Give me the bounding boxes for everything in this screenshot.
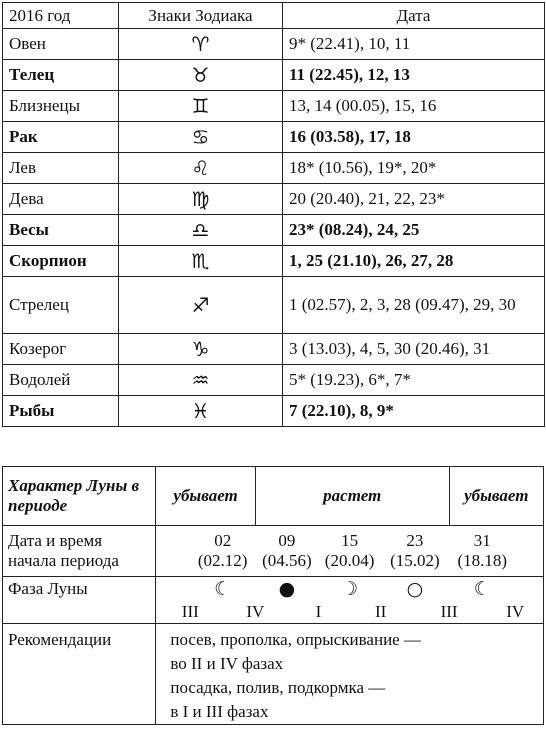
sign-dates: 1 (02.57), 2, 3, 28 (09.47), 29, 30 [283,277,545,334]
full-moon-icon: ○ [381,577,449,602]
aquarius-icon: ♒︎ [119,365,283,396]
sign-name: Козерог [3,334,119,365]
period-day-3: 15 [341,531,359,550]
moon-date-row [3,526,544,577]
zodiac-row [3,91,545,122]
moon-date-label: Дата и время начала периода [3,526,156,577]
sign-dates: 5* (19.23), 6*, 7* [283,365,545,396]
dates-header: Дата [283,3,545,29]
zodiac-row [3,246,545,277]
zodiac-row [3,277,545,334]
sign-name: Рак [3,122,119,153]
zodiac-row [3,29,545,60]
sign-dates: 18* (10.56), 19*, 20* [283,153,545,184]
zodiac-table [2,2,545,427]
zodiac-row [3,60,545,91]
aries-icon: ♈︎ [119,29,283,60]
waning-crescent-icon: ☾ [449,577,515,602]
recommendation-line: посадка, полив, подкормка — [170,678,386,697]
moon-character-row [3,467,544,526]
zodiac-row [3,184,545,215]
sign-dates: 11 (22.45), 12, 13 [283,60,545,91]
taurus-icon: ♉︎ [119,60,283,91]
waxing-crescent-icon: ☽ [319,577,381,602]
phase-numeral-6: IV [487,601,543,624]
moon-character-label: Характер Луны в периоде [3,467,156,526]
virgo-icon: ♍︎ [119,184,283,215]
period-day-1: 02 [214,531,232,550]
period-day-2: 09 [278,531,296,550]
period-time-5: (18.18) [457,551,508,570]
phase-numeral-4: II [351,601,411,624]
sign-name: Стрелец [3,277,119,334]
sign-name: Дева [3,184,119,215]
sign-name: Скорпион [3,246,119,277]
cancer-icon: ♋︎ [119,122,283,153]
year-header: 2016 год [3,3,119,29]
new-moon-icon: ● [255,577,318,602]
phase-numeral-1: III [156,601,224,624]
zodiac-header-row [3,3,545,29]
period-time-2: (04.56) [262,551,312,570]
sign-dates: 7 (22.10), 8, 9* [283,396,545,427]
sign-dates: 23* (08.24), 24, 25 [283,215,545,246]
phase-numeral-2: IV [224,601,286,624]
sign-name: Весы [3,215,119,246]
zodiac-row [3,215,545,246]
sign-name: Овен [3,29,119,60]
period-time-3: (20.04) [324,551,375,570]
moon-phase-label: Фаза Луны [3,577,156,624]
period-date-2 [255,526,318,577]
zodiac-row [3,365,545,396]
libra-icon: ♎︎ [119,215,283,246]
recommendations-text [156,624,544,725]
trend-waning-1: убывает [156,467,255,526]
zodiac-row [3,334,545,365]
sign-dates: 3 (13.03), 4, 5, 30 (20.46), 31 [283,334,545,365]
zodiac-row [3,153,545,184]
sign-dates: 13, 14 (00.05), 15, 16 [283,91,545,122]
sagittarius-icon: ♐︎ [119,277,283,334]
leo-icon: ♌︎ [119,153,283,184]
trend-waning-2: убывает [449,467,543,526]
sign-dates: 9* (22.41), 10, 11 [283,29,545,60]
trend-waxing: растет [255,467,449,526]
sign-dates: 20 (20.40), 21, 22, 23* [283,184,545,215]
moon-table [2,466,544,725]
period-date-3 [319,526,381,577]
capricorn-icon: ♑︎ [119,334,283,365]
period-date-5 [449,526,515,577]
recommendation-line: посев, прополка, опрыскивание — [170,630,421,649]
recommendations-label: Рекомендации [3,624,156,725]
signs-header: Знаки Зодиака [119,3,283,29]
scorpio-icon: ♏︎ [119,246,283,277]
period-date-4 [381,526,449,577]
moon-phase-row [3,577,544,602]
period-date-1 [190,526,255,577]
zodiac-row [3,122,545,153]
sign-name: Телец [3,60,119,91]
sign-name: Лев [3,153,119,184]
gemini-icon: ♊︎ [119,91,283,122]
moon-recommendation-row [3,624,544,725]
sign-name: Рыбы [3,396,119,427]
sign-name: Близнецы [3,91,119,122]
sign-dates: 16 (03.58), 17, 18 [283,122,545,153]
period-time-4: (15.02) [390,551,440,570]
period-day-4: 23 [406,531,424,550]
period-time-1: (02.12) [197,551,248,570]
pisces-icon: ♓︎ [119,396,283,427]
zodiac-row [3,396,545,427]
period-day-5: 31 [473,531,491,550]
sign-dates: 1, 25 (21.10), 26, 27, 28 [283,246,545,277]
recommendation-line: в I и III фазах [170,702,269,721]
recommendation-line: во II и IV фазах [170,654,284,673]
phase-numeral-5: III [411,601,488,624]
sign-name: Водолей [3,365,119,396]
phase-numeral-3: I [286,601,350,624]
waning-crescent-icon: ☾ [190,577,255,602]
